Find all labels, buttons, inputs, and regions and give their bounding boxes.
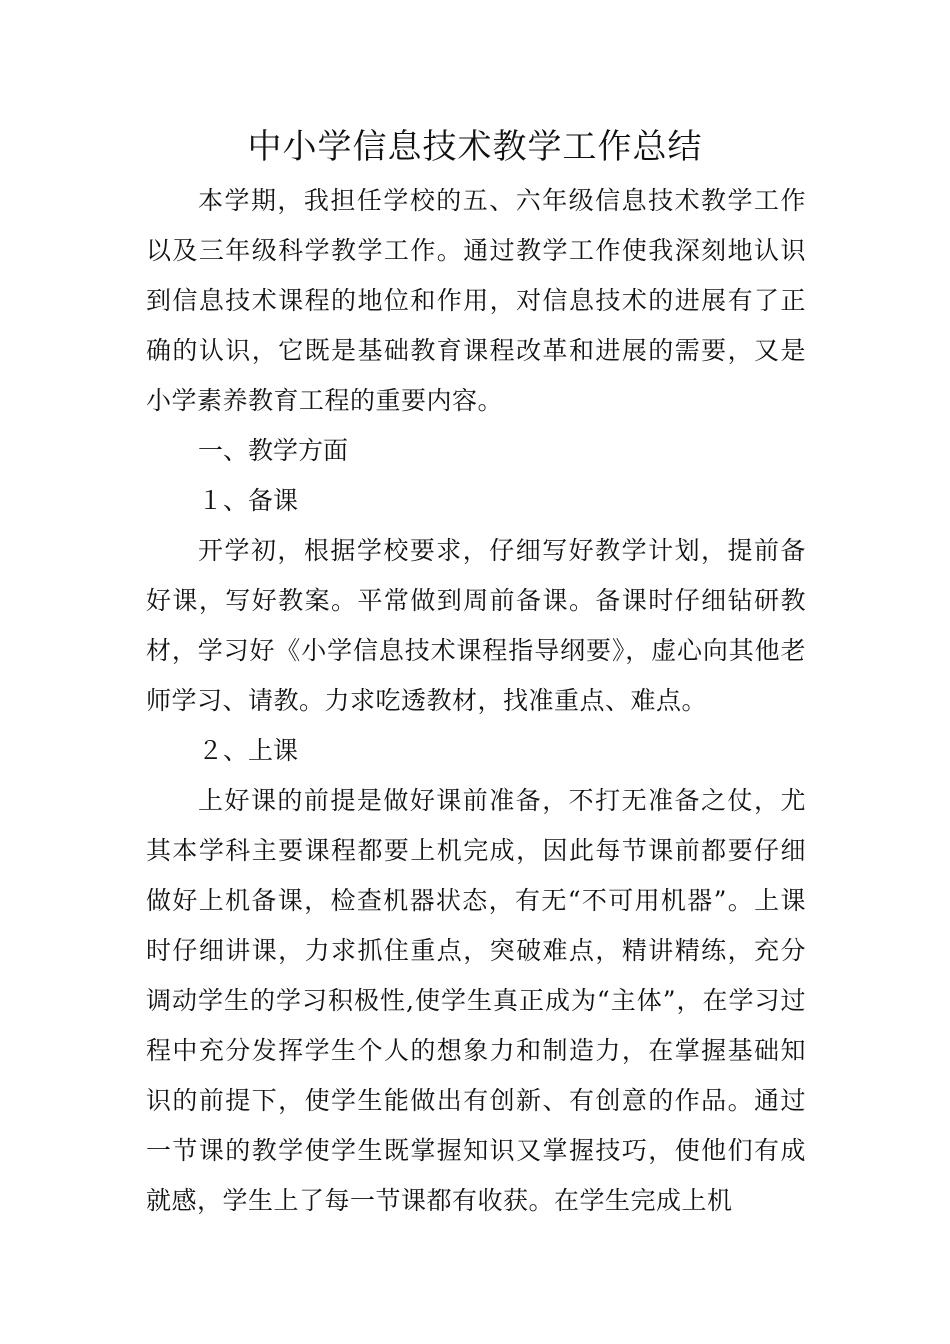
section-heading-teaching: 一、教学方面 bbox=[198, 436, 349, 465]
document-title: 中小学信息技术教学工作总结 bbox=[247, 127, 703, 167]
subheading-class: ２、上课 bbox=[198, 736, 299, 765]
paragraph-intro: 本学期，我担任学校的五、六年级信息技术教学工作以及三年级科学教学工作。通过教学工作使我深刻地认识到信息技术课程的地位和作用，对信息技术的进展有了正确的认识，它既是基础教育课程改革和进展的需要，又是小学素养教育工程的重要内容。 bbox=[146, 186, 806, 415]
subheading-lesson-prep: １、备课 bbox=[198, 486, 299, 515]
paragraph-class: 上好课的前提是做好课前准备，不打无准备之仗，尤其本学科主要课程都要上机完成，因此每节课前都要仔细做好上机备课，检查机器状态，有无“不可用机器”。上课时仔细讲课，力求抓住重点，突破难点，精讲精练，充分调动学生的学习积极性,使学生真正成为“主体”，在学习过程中充分发挥学生个人的想象力和制造力，在掌握基础知识的前提下，使学生能做出有创新、有创意的作品。通过一节课的教学使学生既掌握知识又掌握技巧，使他们有成就感，学生上了每一节课都有收获。在学生完成上机 bbox=[146, 786, 806, 1215]
document-body bbox=[146, 176, 806, 1226]
paragraph-lesson-prep: 开学初，根据学校要求，仔细写好教学计划，提前备好课，写好教案。平常做到周前备课。备课时仔细钻研教材，学习好《小学信息技术课程指导纲要》，虚心向其他老师学习、请教。力求吃透教材，找准重点、难点。 bbox=[146, 536, 806, 715]
